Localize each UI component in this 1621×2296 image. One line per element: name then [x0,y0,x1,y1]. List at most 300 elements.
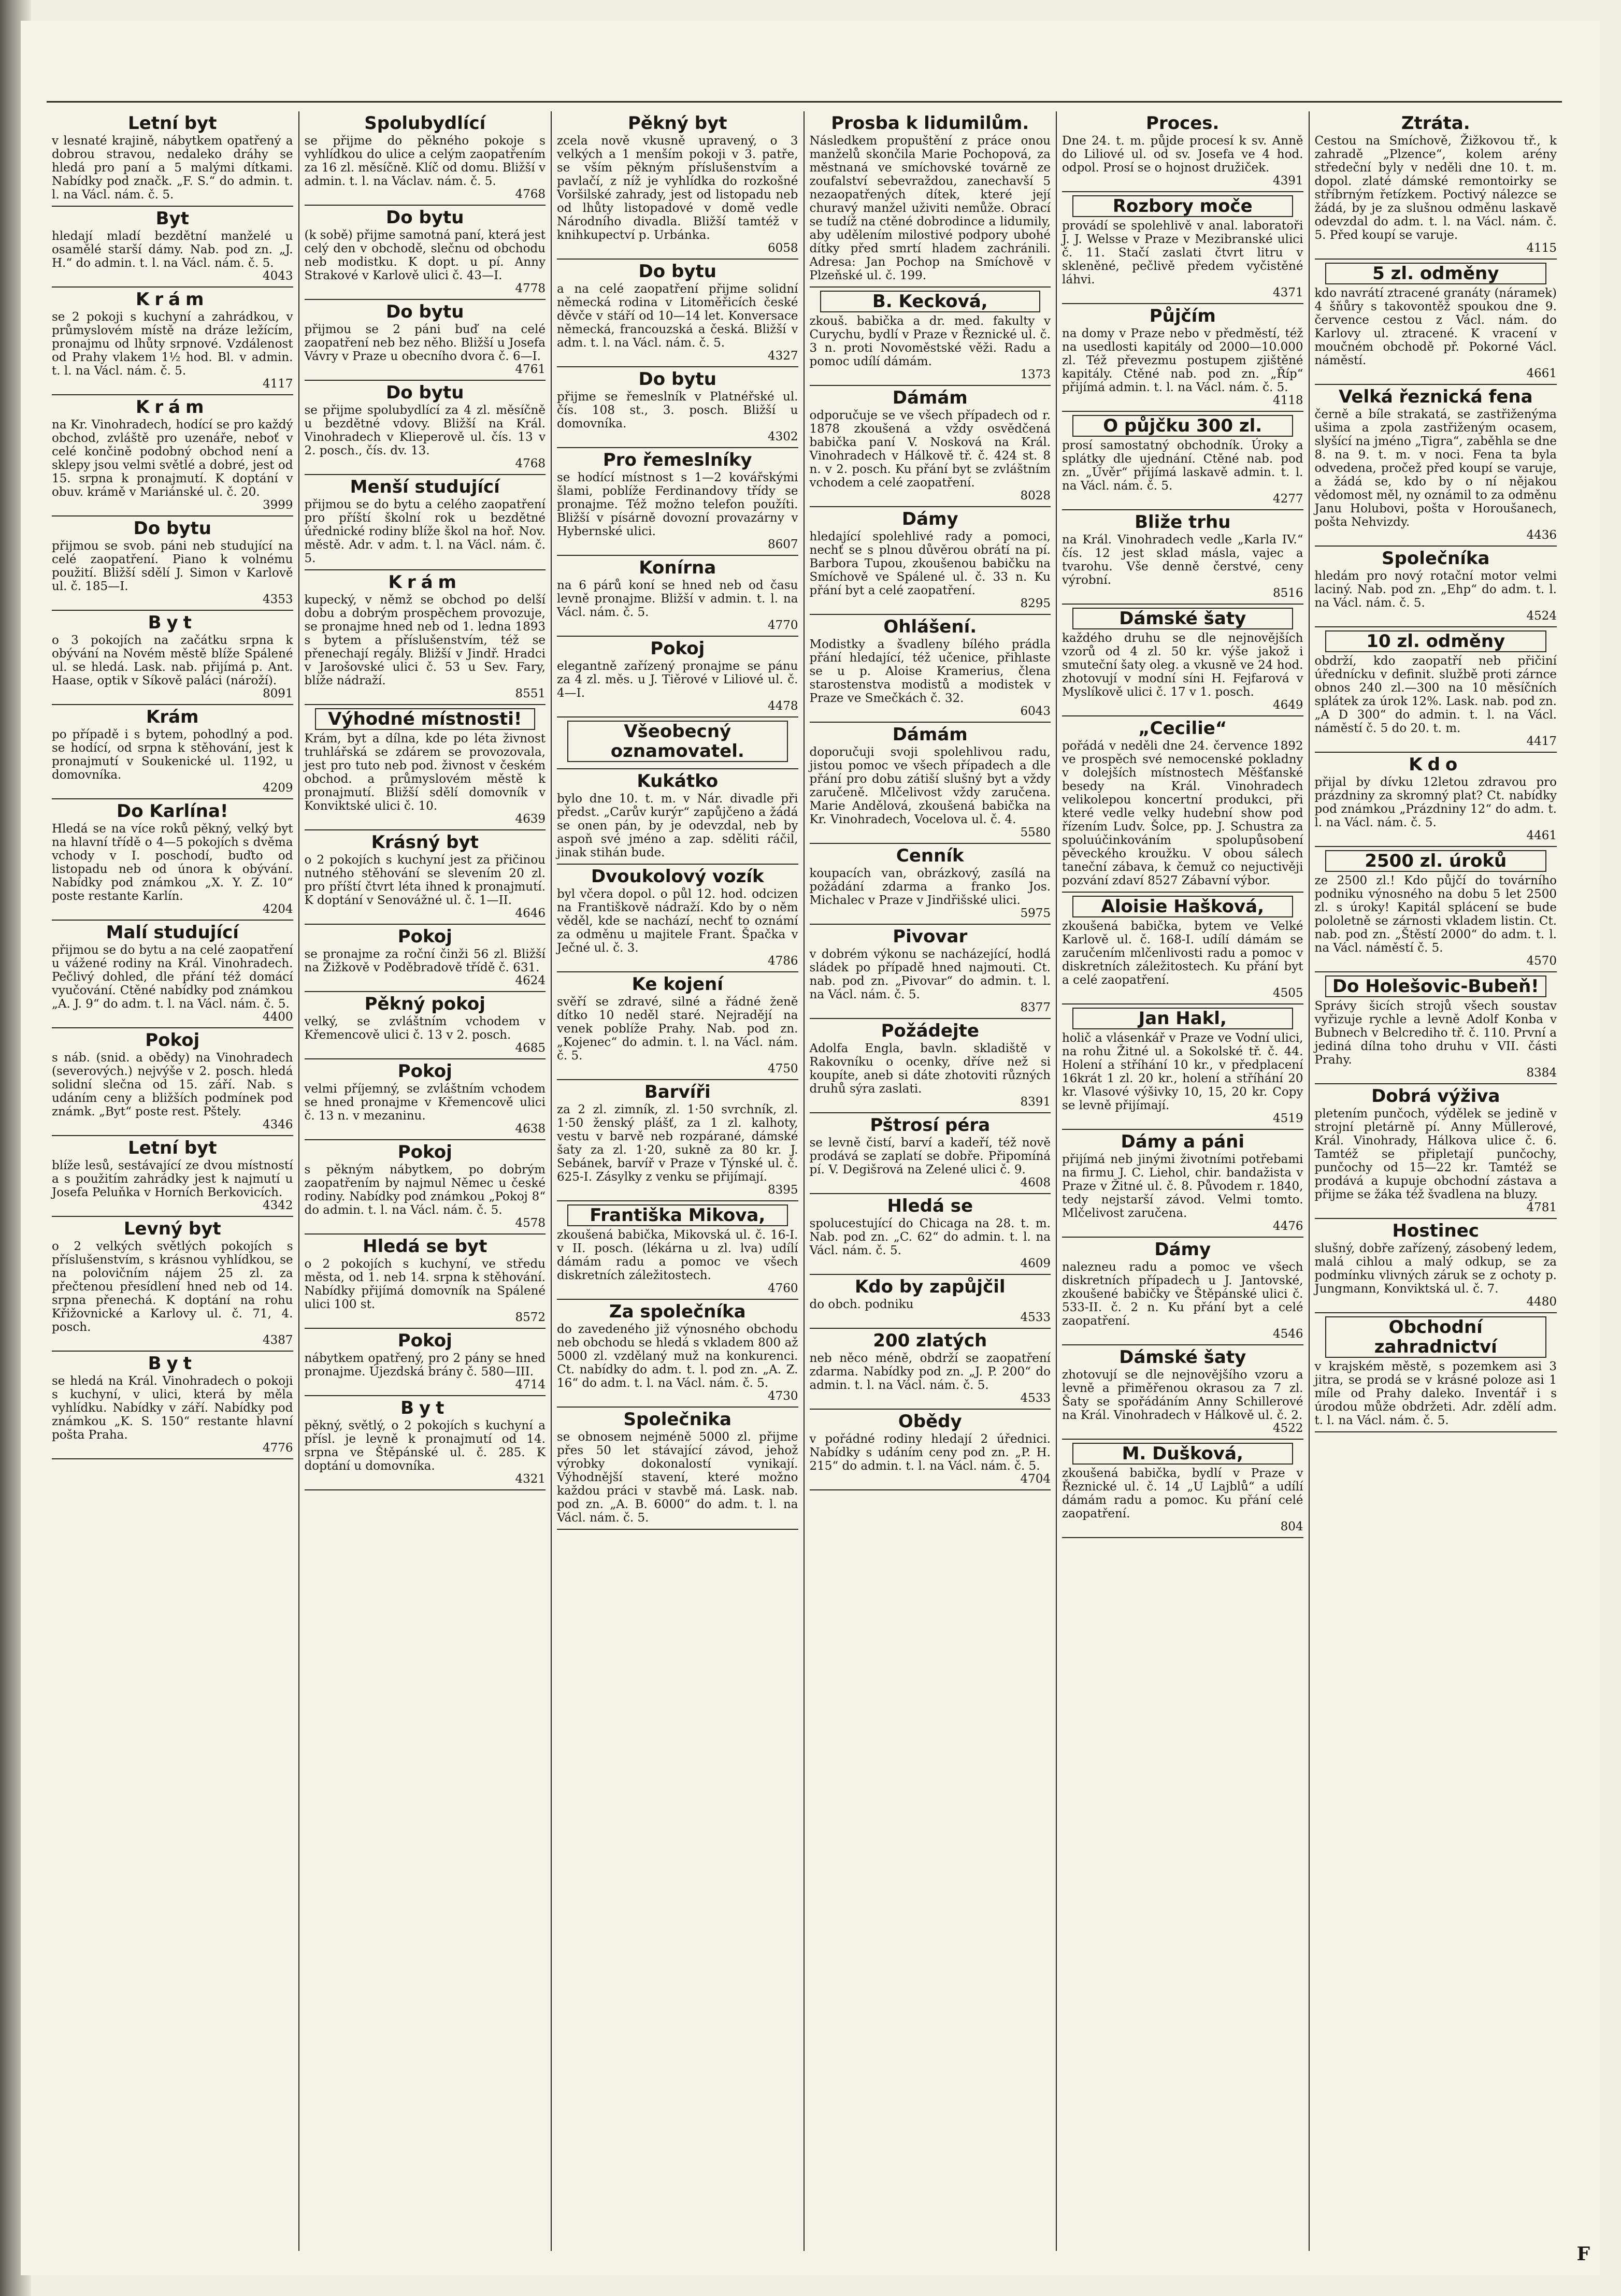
classified-ad [52,395,293,516]
classified-ad [557,1201,798,1300]
ad-title: Do Karlína! [117,801,228,822]
classified-ad [1315,627,1557,753]
classified-ad [1062,893,1303,1005]
ad-text: s náb. (snid. a obědy) na Vinohradech (severových.) nejvýše v 2. posch. hledá solidní slečna od 15. září. Nab. s udáním ceny a bližších podmínek pod známk. „Byt“ poste rest. Pštely. [52,1051,293,1118]
ad-code: 4476 [1272,1219,1303,1233]
ad-code: 4118 [1272,394,1303,407]
column-1 [47,111,299,2251]
ad-code: 4478 [767,699,798,713]
ad-title: Bliže trhu [1135,512,1231,533]
classified-ad [52,207,293,288]
ad-code: 4461 [1526,829,1557,842]
classified-ad [1062,304,1303,412]
ad-text: o 2 pokojích s kuchyní jest za přičinou nutného stěhování se slevením 20 zl. pro příští čtvrt léta ihned k pronajmutí. K doptání v Senovážné ul. č. 1—II. [304,853,546,907]
ad-text: Následkem propuštění z práce onou manželů skončila Marie Pochopová, za městnaná ve smíchovské továrně ze zoufalství sebevraždou, zanechavší 5 nezaopatřených dítek, které její churavý manžel uživiti nemůže. Obrací se tudíž na ctěné dobrodince a lidumily, aby udělením milostivé podpory ubohé dítky před smrtí hladem zachránili. Adresa: Jan Pochop na Smíchově v Plzeňské ul. č. 199. [809,134,1051,282]
ad-title: 2500 zl. úroků [1325,850,1547,872]
ad-text: doporučuji svoji spolehlivou radu, jistou pomoc ve všech případech a dle přání pro dobu zátiší slušný byt a vždy zaručeně. Mlčelivost vždy zaručena. Marie Andělová, zkoušená babička na Kr. Vinohradech, Vocelova ul. č. 4. [809,745,1051,826]
ad-text: bylo dne 10. t. m. v Nár. divadle při předst. „Carův kurýr“ zapůjčeno a žádá se onen pán, by je odevzdal, neb by aspoň své jméno a zap. sděliti ráčil, jinak stihán bude. [557,792,798,859]
ad-text: za 2 zl. zimník, zl. 1·50 svrchník, zl. 1·50 ženský plášť, za 1 zl. kalhoty, vestu v barvě neb rozpárané, dámské šaty za zl. 1·20, sukně za 80 kr. J. Sebánek, barvíř v Praze v Týnské ul. č. 625-I. Zásylky z venku se přijímají. [557,1103,798,1184]
ad-code: 4786 [767,954,798,968]
ad-text: přijme se řemeslník v Platnéřské ul. čís. 108 st., 3. posch. Bližší u domovníka. [557,390,798,431]
ad-title: Pštrosí péra [870,1115,991,1136]
ad-title: Půjčím [1149,306,1216,326]
ad-code: 4480 [1526,1295,1557,1309]
ad-text: hledám pro nový rotační motor velmi laciný. Nab. pod zn. „Ehp“ do adm. t. l. na Václ. nám. č. 5. [1314,569,1557,610]
classified-ad [52,1028,293,1136]
ad-text: na domy v Praze nebo v předměstí, též na usedlosti kapitály od 2000—10.000 zl. Též převezmu postupem zjištěné kapitály. Ctěné nab. pod zn. „Říp“ přijímá admin. t. l. na Václ. nám. č. 5. [1062,327,1303,394]
ad-text: přijímá neb jinými životními potřebami na firmu J. C. Liehol, chir. bandažista v Praze v Žitné ul. č. 8. Původem r. 1840, tedy nejstarší závod. Velmi tomto. Mlčelivost zaručena. [1062,1153,1303,1220]
ad-text: koupacích van, obrázkový, zasílá na požádání zdarma a franko Jos. Michalec v Praze v Jindřišské ulici. [809,867,1051,907]
ad-code: 4704 [1020,1472,1051,1486]
ad-title: Letní byt [128,1138,217,1158]
ad-title: M. Dušková, [1072,1443,1293,1465]
ad-text: o 2 pokojích s kuchyní, ve středu města, od 1. neb 14. srpna k stěhování. Nabídky přijímá domovník na Spálené ulici 100 st. [304,1257,546,1311]
ad-text: velký, se zvláštním vchodem v Křemencově ulici č. 13 v 2. posch. [304,1015,546,1042]
ad-text: po případě i s bytem, pohodlný a pod. se hodící, od srpna k stěhování, jest k pronajmutí v Soukenické ul. 1192, u domovníka. [52,728,293,782]
ad-title: Byt [155,208,189,229]
classified-ad [810,507,1051,615]
classified-ad [1315,1313,1557,1432]
ad-text: se hledá na Král. Vinohradech o pokoji s kuchyní, v ulici, která by měla vyhlídku. Nabídky v září. Nabídky pod známkou „K. S. 150“ restante hlavní pošta Praha. [52,1374,293,1442]
column-5 [1057,111,1310,2251]
ad-title: Jan Hakl, [1072,1008,1293,1029]
ad-text: se hodící místnost s 1—2 kovářskými šlami, poblíže Ferdinandovy třídy se pronajme. Též možno telefon použíti. Bližší v písárně dovozní provazárny v Hybernské ulici. [557,471,798,538]
ad-code: 4760 [767,1282,798,1295]
ad-text: elegantně zařízený pronajme se pánu za 4 zl. měs. u J. Tiěrové v Liliové ul. č. 4—I. [557,659,798,700]
ad-text: zkoušená babička, Mikovská ul. č. 16-I. v II. posch. (lékárna u zl. lva) udílí dámám radu a pomoc ve všech diskretních záležitostech. [557,1228,798,1282]
ad-title: Všeobecný oznamovatel. [567,721,788,762]
ad-text: Cestou na Smíchově, Žižkovou tř., k zahradě „Plzence“, kolem arény středeční byly v neděli dne 10. t. m. dopol. zlaté dámské remontoirky se stříbrným řetízkem. Poctivý nálezce se žádá, by je za slušnou odměnu laskavě odevzdal do adm. t. l. na Václ. nám. č. 5. Před koupí se varuje. [1314,134,1557,242]
classified-ad [305,992,546,1059]
ad-code: 4661 [1526,367,1557,380]
ad-code: 4115 [1526,241,1557,255]
classified-ad [1062,1440,1303,1538]
ad-text: v dobrém výkonu se nacházející, hodlá sládek po případě hned najmouti. Ct. nab. pod zn. „Pivovar“ do admin. t. l. na Václ. nám. č. 5. [809,948,1051,1001]
ad-code: 4522 [1272,1422,1303,1435]
ad-code: 4649 [1272,698,1303,712]
ad-text: do zavedeného již výnosného obchodu neb obchodu se hledá s vkladem 800 až 5000 zl. vzdělaný muž na konkurenci. Ct. nabídky do adm. t. l. pod zn. „A. Z. 16“ do adm. t. l. na Václ. nám. č. 5. [557,1323,798,1390]
classified-ad [557,448,798,556]
ad-code: 4714 [515,1378,546,1391]
ad-title: Letní byt [128,113,217,134]
ad-title: Františka Mikova, [567,1204,788,1226]
ad-title: Krám [136,289,209,310]
classified-ad [305,570,546,705]
ad-text: hledající spolehlivé rady a pomoci, nechť se s plnou důvěrou obrátí na pí. Barbora Tupou, zkoušenou babičku na Smíchově ve Spálené ul. č. 33 n. Ku přání byt a celé zaopatření. [809,530,1051,597]
classified-ad [52,516,293,611]
ad-text: blíže lesů, sestávající ze dvou místností a s použitím zahrádky jest k najmutí u Josefa Peluňka v Horních Berkovicích. [52,1159,293,1199]
ad-text: se levně čistí, barví a kadeří, též nově prodává se zaplatí se dobře. Připomíná pí. V. Degišrová na Zelené ulici č. 9. [809,1136,1051,1176]
ad-text: černě a bíle strakatá, se zastřiženýma ušima a zpola zastřiženým ocasem, slyšící na jméno „Tigra“, zaběhla se dne 8. na 9. t. m. v noci. Fena ta byla odvedena, pročež před koupí se varuje, a žádá se, kdo by o ní nějakou vědomost měl, ny oznámil to za odměnu Janu Holubovi, pošta v Horoušanech, pošta Nehvizdy. [1314,408,1557,529]
ad-code: 4570 [1526,954,1557,968]
ad-code: 4400 [262,1010,293,1024]
classified-ad [52,705,293,799]
ad-code: 8572 [515,1311,546,1324]
ad-text: zkoušená babička, bydlí v Praze v Řeznické ul. č. 14 „U Lajblů“ a udílí dámám radu a pomoc. Ku přání celé zaopatření. [1062,1467,1303,1520]
classified-ad [52,288,293,395]
ad-text: na Král. Vinohradech vedle „Karla IV.“ čís. 12 jest sklad másla, vajec a tvarohu. Vše denně čerstvé, ceny výrobní. [1062,533,1303,587]
classified-ad [1062,1130,1303,1238]
ad-title: Obchodní zahradnictví [1325,1316,1547,1358]
ad-code: 8395 [767,1183,798,1197]
classified-ad [557,865,798,972]
ad-title: Konírna [639,557,716,578]
classified-ad [1062,412,1303,510]
ad-title: Levný byt [123,1218,221,1239]
ad-title: Do bytu [386,207,464,228]
ad-title: Malí studující [106,922,239,943]
classified-ad [305,1140,546,1235]
ad-text: Modistky a švadleny bílého prádla přání hledající, též učenice, přihlaste se u p. Aloise Kramerius, člena starostenstva modistů a modistek v Praze ve Smečkách č. 32. [809,638,1051,705]
classified-ad [810,844,1051,925]
ad-code: 4524 [1526,609,1557,623]
ad-code: 4639 [515,812,546,826]
ad-title: Dámy a páni [1121,1131,1244,1152]
ad-title: Pivovar [893,926,968,947]
ad-text: Krám, byt a dílna, kde po léta živnost truhlářská se zdárem se provozovala, jest pro tuto neb pod. živnost v českém obchod. a průmyslovém městě k pronajmutí. Bližší sdělí domovník v Konviktské ulici č. 10. [304,732,546,813]
ad-title: Výhodné místnosti! [315,708,536,730]
ad-code: 5580 [1020,826,1051,839]
classified-ad [810,615,1051,723]
ad-title: Do Holešovic-Bubeň! [1325,975,1547,997]
classified-ad [810,288,1051,386]
ad-code: 4770 [767,619,798,632]
ad-title: Kdo [1409,754,1463,775]
classified-ad [52,1217,293,1352]
ad-text: o 3 pokojích na začátku srpna k obývání na Novém městě blíže Spálené ul. se hledá. Lask. nab. přijímá p. Ant. Haase, optik v Síkově paláci (nároží). [52,634,293,687]
classified-ad [810,1329,1051,1410]
ad-title: Pěkný pokoj [364,994,485,1014]
ad-title: Kukátko [637,771,719,792]
classified-ad [557,111,798,260]
ad-code: 4646 [515,907,546,920]
ad-text: na 6 párů koní se hned neb od času levně pronajme. Bližší v admin. t. l. na Václ. nám. č. 5. [557,579,798,619]
ad-text: slušný, dobře zařízený, zásobený ledem, malá cihlou a malý odkup, se za podmínku vlivných záruk se z ochoty p. Jungmann, Konviktská ul. č. 7. [1314,1242,1557,1296]
ad-title: Do bytu [386,302,464,322]
column-2 [299,111,552,2251]
classified-ad [557,769,798,865]
classified-ad [305,300,546,381]
ad-code: 8607 [767,538,798,551]
classified-ad [557,1408,798,1530]
ad-title: Požádejte [881,1021,979,1041]
ad-text: do obch. podniku [809,1298,914,1311]
ad-code: 4327 [767,349,798,363]
ad-title: Do bytu [133,518,211,539]
classified-ad [810,723,1051,844]
ad-code: 5975 [1020,907,1051,920]
ad-title: Obědy [898,1411,962,1432]
ad-text: pěkný, světlý, o 2 pokojích s kuchyní a přísl. je levně k pronajmutí od 14. srpna ve Štěpánské ul. č. 285. K doptání u domovníka. [304,1419,546,1473]
classified-columns [47,111,1562,2251]
ad-text: se přijme do pěkného pokoje s vyhlídkou do ulice a celým zaopatřením za 16 zl. měsíčně. Klíč od domu. Bližší v admin. t. l. na Václav. nám. č. 5. [304,134,546,188]
ad-code: 4321 [515,1472,546,1486]
ad-code: 4624 [515,974,546,987]
ad-title: Aloisie Hašková, [1072,896,1293,917]
classified-ad [1315,1084,1557,1219]
ad-code: 4346 [262,1118,293,1131]
ad-code: 8516 [1272,586,1303,600]
ad-title: Byt [148,612,197,633]
ad-text: Dne 24. t. m. půjde procesí k sv. Anně do Liliové ul. od sv. Josefa ve 4 hod. odpol. Prosí se o hojnost družiček. [1062,134,1303,175]
ad-code: 4204 [262,902,293,916]
ad-text: s pěkným nábytkem, po dobrým zaopatřením by najmul Němec u české rodiny. Nabídky pod známkou „Pokoj 8“ do admin. t. l. na Václ. nám. č. 5. [304,1163,546,1217]
classified-ad [1315,547,1557,627]
ad-text: v pořádné rodiny hledají 2 úřednici. Nabídky s udáním ceny pod zn. „P. H. 215“ do admin. t. l. na Václ. nám. č. 5. [809,1432,1051,1473]
classified-ad [557,260,798,367]
classified-ad [52,1136,293,1217]
classified-ad [557,718,798,769]
ad-code: 4505 [1272,986,1303,1000]
ad-text: kdo navrátí ztracené granáty (náramek) 4 šňůry s takovontěž spoukou dne 9. července cestou z Václ. nám. do Karlovy ul. ztracené. K vracení v moučném obchodě př. Pokorné Václ. náměstí. [1314,286,1557,367]
ad-code: 8551 [515,687,546,700]
ad-title: Hledá se byt [363,1236,487,1257]
ad-title: Pěkný byt [627,113,727,134]
ad-code: 4277 [1272,492,1303,506]
ad-code: 4371 [1272,286,1303,299]
ad-code: 4209 [262,781,293,795]
ad-title: Ohlášení. [883,616,977,637]
ad-code: 6058 [767,241,798,255]
ad-text: o 2 velkých světlých pokojích s příslušenstvím, s krásnou vyhlídkou, se na polovičním nájem 25 zl. za přečtenou přesídlení hned neb od 14. srpna přenechá. K doptání na rohu Křižovnické a Karlovy ul. č. 71, 4. posch. [52,1240,293,1334]
ad-text: ze 2500 zl.! Kdo půjčí do továrního podniku výnosného na dobu 5 let 2500 zl. s úroky! Kapitál splácení se bude pololetně se zárnosti vkladem listin. Ct. nab. pod zn. „Štěstí 2000“ do adm. t. l. na Václ. náměstí č. 5. [1314,874,1557,955]
ad-text: prosí samostatný obchodník. Úroky a splátky dle ujednání. Ctěné nab. pod zn. „Úvěr“ přijímá laskavě admin. t. l. na Václ. nám. č. 5. [1062,439,1303,493]
classified-ad [810,1019,1051,1113]
ad-text: na Kr. Vinohradech, hodící se pro každý obchod, zvláště pro uzenáře, neboť v celé končině podobný obchod není a sklepy jsou velmi světlé a dobré, jest od 15. srpna k pronajmutí. K doptání v obuv. krámě v Mariánské ul. č. 20. [52,418,293,499]
ad-text: provádí se spolehlivě v anal. laboratoři J. J. Welsse v Praze v Mezibranské ulici č. 11. Stačí zaslati čtvrt litru v skleněné, pečlivě předem vyčistěné láhvi. [1062,219,1303,286]
ad-title: Byt [148,1353,197,1374]
ad-code: 8377 [1020,1001,1051,1014]
classified-ad [1062,1345,1303,1440]
ad-title: Pokoj [397,1142,452,1163]
classified-ad [557,1080,798,1201]
ad-title: Krám [136,397,209,418]
ad-title: Hostinec [1392,1221,1479,1241]
ad-code: 4609 [1020,1257,1051,1270]
ad-title: Cenník [896,845,964,866]
ad-title: Dámské šaty [1072,608,1293,629]
classified-ad [810,1113,1051,1194]
classified-ad [810,925,1051,1019]
ad-code: 4519 [1272,1112,1303,1125]
ad-title: Krásný byt [371,832,479,853]
classified-ad [305,1059,546,1140]
classified-ad [1062,1005,1303,1130]
ad-text: velmi příjemný, se zvláštním vchodem se hned pronajme v Křemencově ulici č. 13 n. v mezaninu. [304,1082,546,1123]
ad-text: kupecký, v němž se obchod po delší dobu a dobrým prospěchem provozuje, se pronajme hned neb od 1. ledna 1893 s bytem a příslušenstvím, též se přenechají regály. Bližší v Jindř. Hradci v Jarošovské ulici č. 53 u Sev. Fary, blíže nádraží. [304,593,546,687]
page-mark: F [1576,2243,1590,2265]
ad-code: 8384 [1526,1066,1557,1080]
ad-text: přijmou se do bytu a na celé zaopatření u vážené rodiny na Král. Vinohradech. Pečlivý dohled, dle přání též domácí vyučování. Ctěné nabídky pod známkou „A. J. 9“ do adm. t. l. na Václ. nám. č. 5. [52,943,293,1011]
ad-title: Prosba k lidumilům. [831,113,1029,134]
ad-code: 4117 [262,377,293,391]
ad-code: 4776 [262,1441,293,1455]
classified-ad [305,381,546,475]
ad-code: 4750 [767,1062,798,1075]
classified-ad [557,367,798,448]
ad-title: Barvíři [644,1082,711,1102]
ad-code: 4043 [262,269,293,283]
ad-text: pletením punčoch, výdělek se jedině v strojní pletárně pí. Anny Müllerové, Král. Vinohrady, Hálkova ulice č. 6. Tamtéž se připletají punčochy, punčochy od 15—22 kr. Tamtéž se prodává a kupuje obchodní zástava a přijme se žáka též švadlena na bluzy. [1314,1107,1557,1201]
ad-text: pořádá v neděli dne 24. července 1892 ve prospěch své nemocenské pokladny v dolejších místnostech Měšťanské besedy na Král. Vinohradech velikolepou koncertní produkci, při které vedle velky hudební show pod řízením Ludv. Šolce, pp. J. Schustra za spoluúčinkováním spolupůsobení pěveckého kroužku. V obou sálech taneční zábava, k čemuž co nejuctivěji pozvání zdaví 8527 Zábavní výbor. [1062,739,1303,887]
ad-text: neb něco méně, obdrží se zaopatření zdarma. Nabídky pod zn. „J. P. 200“ do admin. t. l. na Václ. nám. č. 5. [809,1352,1051,1392]
ad-code: 8028 [1020,489,1051,503]
ad-title: Dobrá výživa [1371,1086,1500,1107]
ad-code: 4387 [262,1333,293,1347]
ad-title: Krám [146,707,199,727]
ad-code: 4353 [262,593,293,606]
ad-title: Dámy [1154,1239,1211,1260]
ad-code: 1373 [1020,368,1051,381]
ad-title: Dámské šaty [1119,1347,1246,1368]
classified-ad [305,705,546,830]
ad-title: Do bytu [638,369,716,390]
ad-title: Společnika [623,1409,731,1430]
classified-ad [305,206,546,300]
ad-code: 4417 [1526,735,1557,748]
classified-ad [1062,192,1303,304]
ad-text: Správy šicích strojů všech soustav vyřizuje rychle a levně Adolf Konba v Bubnech v Belcrediho tř. č. 110. První a jediná dílna toho druhu v VII. části Prahy. [1314,999,1557,1067]
ad-text: spolucestující do Chicaga na 28. t. m. Nab. pod zn. „C. 62“ do admin. t. l. na Václ. nám. č. 5. [809,1217,1051,1257]
classified-ad [557,972,798,1080]
classified-ad [305,1329,546,1396]
ad-text: zkoušená babička, bytem ve Velké Karlově ul. č. 168-I. udílí dámám se zaručením mlčenlivosti radu a pomoc v diskretních záležitostech. Ku přání byt a celé zaopatření. [1062,920,1303,987]
ad-code: 4546 [1272,1327,1303,1341]
ad-title: Velká řeznická fena [1338,386,1533,407]
ad-code: 6043 [1020,705,1051,718]
ad-text: přijmou se svob. páni neb studující na celé zaopatření. Piano k volnému použití. Bližší sdělí J. Simon v Karlově ul. č. 185—I. [52,539,293,593]
ad-text: zkouš. babička a dr. med. fakulty v Curychu, bydlí v Praze v Řeznické ul. č. 3 n. proti Novoměstské věži. Radu a pomoc udílí dámám. [809,314,1051,368]
ad-code: 4391 [1272,174,1303,188]
classified-ad [305,111,546,206]
ad-code: 8295 [1020,597,1051,610]
ad-title: Menší studující [350,477,500,497]
ad-text: přijmou se 2 páni buď na celé zaopatření neb bez něho. Bližší u Josefa Vávry v Praze u obecního dvora č. 6—I. [304,323,546,363]
ad-text: se přijme spolubydlící za 4 zl. měsíčně u bezdětné vdovy. Bližší na Král. Vinohradech v Klieperově ul. čís. 13 v 2. posch., čís. dv. 13. [304,404,546,457]
ad-code: 4436 [1526,528,1557,542]
classified-ad [305,925,546,992]
ad-title: Společníka [1382,548,1490,569]
ad-text: (k sobě) přijme samotná paní, která jest celý den v obchodě, slečnu od obchodu neb modistku. K dopt. u pí. Anny Strakové v Karlově ulici č. 43—I. [304,228,546,282]
ad-text: Hledá se na více roků pěkný, velký byt na hlavní třídě o 4—5 pokojích s dvěma vchody v I. poschodí, buďto od listopadu neb od února k obývání. Nabídky pod známkou „X. Y. Z. 10“ poste restante Karlín. [52,822,293,903]
ad-code: 4781 [1526,1201,1557,1214]
ad-title: Byt [400,1398,450,1418]
ad-title: Pokoj [397,1061,452,1082]
classified-ad [810,1194,1051,1275]
ad-title: Pokoj [650,638,705,659]
ad-code: 4778 [515,282,546,295]
ad-code: 4342 [262,1199,293,1212]
classified-ad [557,556,798,637]
ad-text: přijmou se do bytu a celého zaopatření pro příští školní rok u bezdětné úřednické rodiny blíže škol na hoř. Nov. městě. Adr. v adm. t. l. na Václ. nám. č. 5. [304,498,546,565]
ad-title: Za společníka [609,1301,746,1322]
ad-title: Pokoj [397,1330,452,1351]
ad-title: „Cecilie“ [1138,718,1227,739]
classified-ad [52,611,293,705]
ad-title: Ke kojení [632,974,723,995]
ad-text: svěří se zdravé, silné a řádné ženě dítko 10 neděl staré. Nejradějí na venek poblíže Prahy. Nab. pod zn. „Kojenec“ do admin. t. l. na Václ. nám. č. 5. [557,995,798,1063]
classified-ad [1062,605,1303,716]
ad-text: zcela nově vkusně upravený, o 3 velkých a 1 menším pokoji v 3. patře, se vším pěkným příslušenstvím a pavlačí, z níž je vyhlídka do rozkošné Voršilské zahrady, jest od listopadu neb od lhůty listopadové v domě vedle Národního divadla. Bližší tamtéž v knihkupectví p. Urbánka. [557,134,798,242]
ad-text: se obnosem nejméně 5000 zl. přijme přes 50 let stávající závod, jehož výrobky dokonalostí vynikají. Výhodnější stavení, které možno každou práci v stavbě má. Lask. nab. pod zn. „A. B. 6000“ do adm. t. l. na Václ. nám. č. 5. [557,1430,798,1525]
ad-code: 3999 [262,498,293,512]
classified-ad [305,830,546,925]
classified-ad [305,1396,546,1490]
ad-title: Do bytu [638,261,716,282]
classified-ad [810,111,1051,288]
ad-text: v lesnaté krajině, nábytkem opatřený a dobrou stravou, nedaleko dráhy se hledá pro paní a 5 malými dítkami. Nabídky pod značk. „F. S.“ do admin. t. l. na Václ. nám. č. 5. [52,134,293,202]
ad-code: 4302 [767,430,798,443]
ad-code: 4761 [515,363,546,376]
ad-text: každého druhu se dle nejnovějších vzorů od 4 zl. 50 kr. výše jakož i smuteční šaty oleg. a vkusně ve 24 hod. zhotovují v modní síni H. Fejfarová v Myslíkově ulici č. 17 v 1. posch. [1062,632,1303,699]
classified-ad [557,637,798,718]
top-rule [47,101,1562,103]
ad-title: O půjčku 300 zl. [1072,415,1293,437]
ad-code: 4533 [1020,1391,1051,1405]
classified-ad [1315,753,1557,847]
ad-text: hledají mladí bezdětní manželé u osamělé starší dámy. Nab. pod zn. „J. H.“ do admin. t. l. na Václ. nám. č. 5. [52,229,293,270]
ad-title: B. Kecková, [820,291,1041,312]
classified-ad [810,1275,1051,1329]
classified-ad [52,921,293,1028]
ad-text: se 2 pokoji s kuchyní a zahrádkou, v průmyslovém místě na dráze ležícím, pronajmu od lhůty srpnové. Vzdálenost od Prahy vlakem 1½ hod. Bl. v admin. t. l. na Václ. nám. č. 5. [52,310,293,378]
ad-text: Adolfa Engla, bavln. skladiště v Rakovníku o ocenky, dříve než si koupíte, aneb si dáte zhotoviti různých druhů sýra zaslati. [809,1042,1051,1096]
ad-title: 10 zl. odměny [1325,630,1547,652]
ad-title: Rozbory moče [1072,195,1293,217]
classified-ad [557,1300,798,1408]
column-3 [552,111,805,2251]
ad-title: Pro řemeslníky [603,450,752,470]
ad-title: Krám [388,572,462,593]
ad-title: 200 zlatých [873,1330,987,1351]
classified-ad [810,386,1051,507]
ad-title: Dámám [892,724,968,745]
ad-title: Pokoj [397,926,452,947]
ad-title: Dvoukolový vozík [591,866,764,887]
classified-ad [1062,716,1303,893]
ad-text: nalezneu radu a pomoc ve všech diskretních případech u J. Jantovské, zkoušené babičky ve Štěpánské ulici č. 533-II. č. 2 n. Ku přání byt a celé zaopatření. [1062,1260,1303,1328]
ad-text: odporučuje se ve všech případech od r. 1878 zkoušená a vždy osvědčená babička paní V. Nosková na Král. Vinohradech v Hálkově tř. č. 424 st. 8 n. v 2. posch. Ku přání byt se zvláštním vchodem a celé zaopatření. [809,409,1051,490]
ad-title: Kdo by zapůjčil [854,1276,1006,1297]
ad-code: 4768 [515,188,546,201]
classified-ad [810,1410,1051,1490]
ad-text: zhotovují se dle nejnovějšího vzoru a levně a přiměřenou okrasou za 7 zl. Šaty se spořádáním Anny Schillerové na Král. Vinohradech v Hálkově ul. č. 2. [1062,1368,1303,1422]
ad-title: Ztráta. [1401,113,1470,134]
ad-title: Spolubydlící [364,113,486,134]
classified-ad [305,475,546,570]
classified-ad [52,799,293,921]
ad-title: Dámám [892,388,968,408]
ad-title: Hledá se [887,1196,973,1216]
classified-ad [1315,972,1557,1084]
ad-text: a na celé zaopatření přijme solidní německá rodina v Litoměřicích české děvče v stáří od 10—14 let. Konversace německá, francouzská a česká. Bližší v adm. t. l. na Václ. nám. č. 5. [557,282,798,350]
ad-title: Dámy [901,509,958,529]
classified-ad [1062,111,1303,192]
ad-code: 4768 [515,457,546,470]
ad-code: 8091 [262,687,293,700]
column-6 [1310,111,1562,2251]
ad-title: Do bytu [386,382,464,403]
classified-ad [1315,1219,1557,1313]
ad-code: 4730 [767,1389,798,1403]
ad-title: 5 zl. odměny [1325,263,1547,284]
ad-title: Pokoj [145,1030,200,1051]
classified-ad [1062,510,1303,605]
ad-code: 4608 [1020,1176,1051,1189]
ad-text: byl včera dopol. o půl 12. hod. odcizen na Františkově nádraží. Kdo by o něm věděl, kde se nachází, nechť to oznámí za odměnu u majitele Frant. Špačka v Ječné ul. č. 3. [557,887,798,955]
ad-code: 4685 [515,1041,546,1055]
ad-code: 804 [1280,1520,1303,1533]
